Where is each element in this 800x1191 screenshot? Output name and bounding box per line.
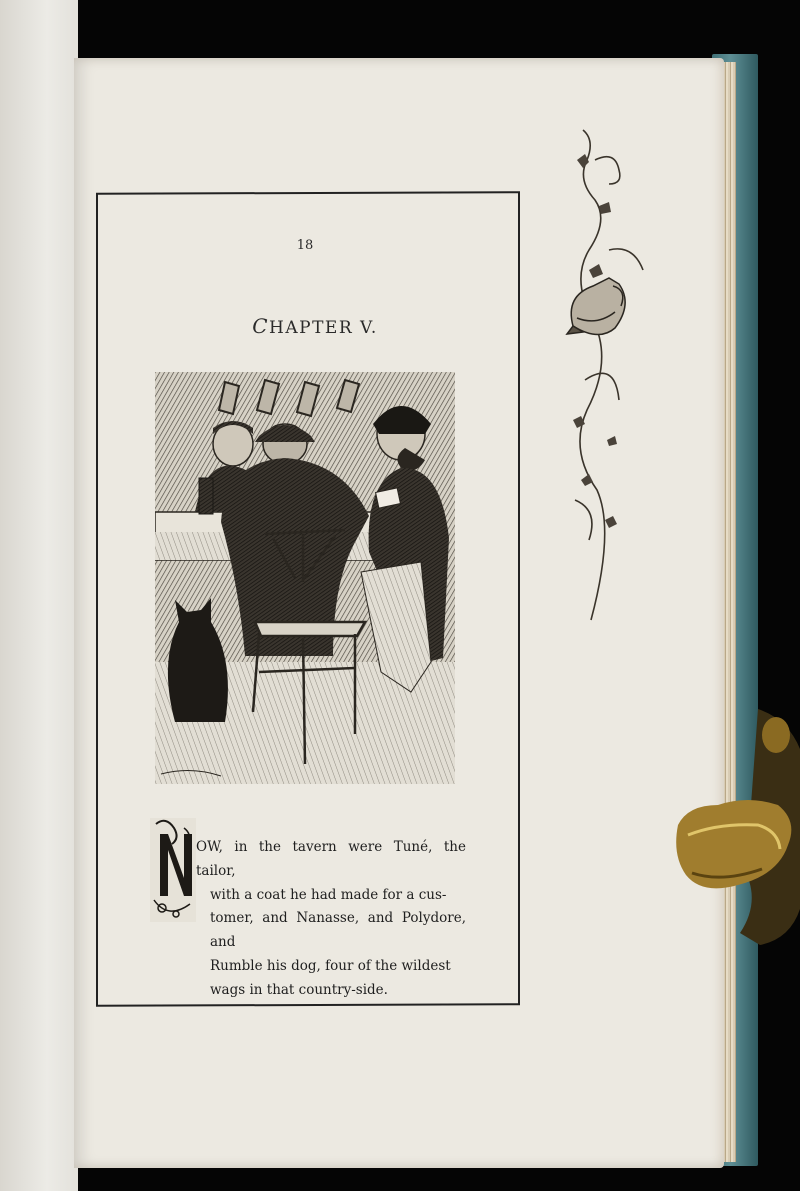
body-line: Rumble his dog, four of the wildest — [210, 957, 451, 974]
tavern-illustration — [155, 372, 455, 784]
body-text — [150, 836, 466, 1003]
brass-clip — [668, 705, 800, 945]
body-line: wags in that country-side. — [210, 981, 388, 998]
tavern-engraving — [155, 372, 455, 784]
chapter-heading-initial: C — [252, 314, 270, 338]
chapter-heading — [210, 314, 420, 338]
page-number: 18 — [296, 238, 314, 253]
chapter-heading-rest: HAPTER V. — [269, 318, 378, 338]
vine-and-jug-ornament-icon — [555, 120, 655, 640]
body-line: with a coat he had made for a cus- — [210, 886, 447, 903]
body-line: tomer, and Nanasse, and Polydore, and — [210, 910, 466, 951]
brass-book-clip-icon — [668, 705, 800, 945]
body-line: OW, in the tavern were Tuné, the tailor, — [196, 839, 466, 879]
ornament — [555, 120, 655, 640]
left-page-edge — [0, 0, 78, 1191]
